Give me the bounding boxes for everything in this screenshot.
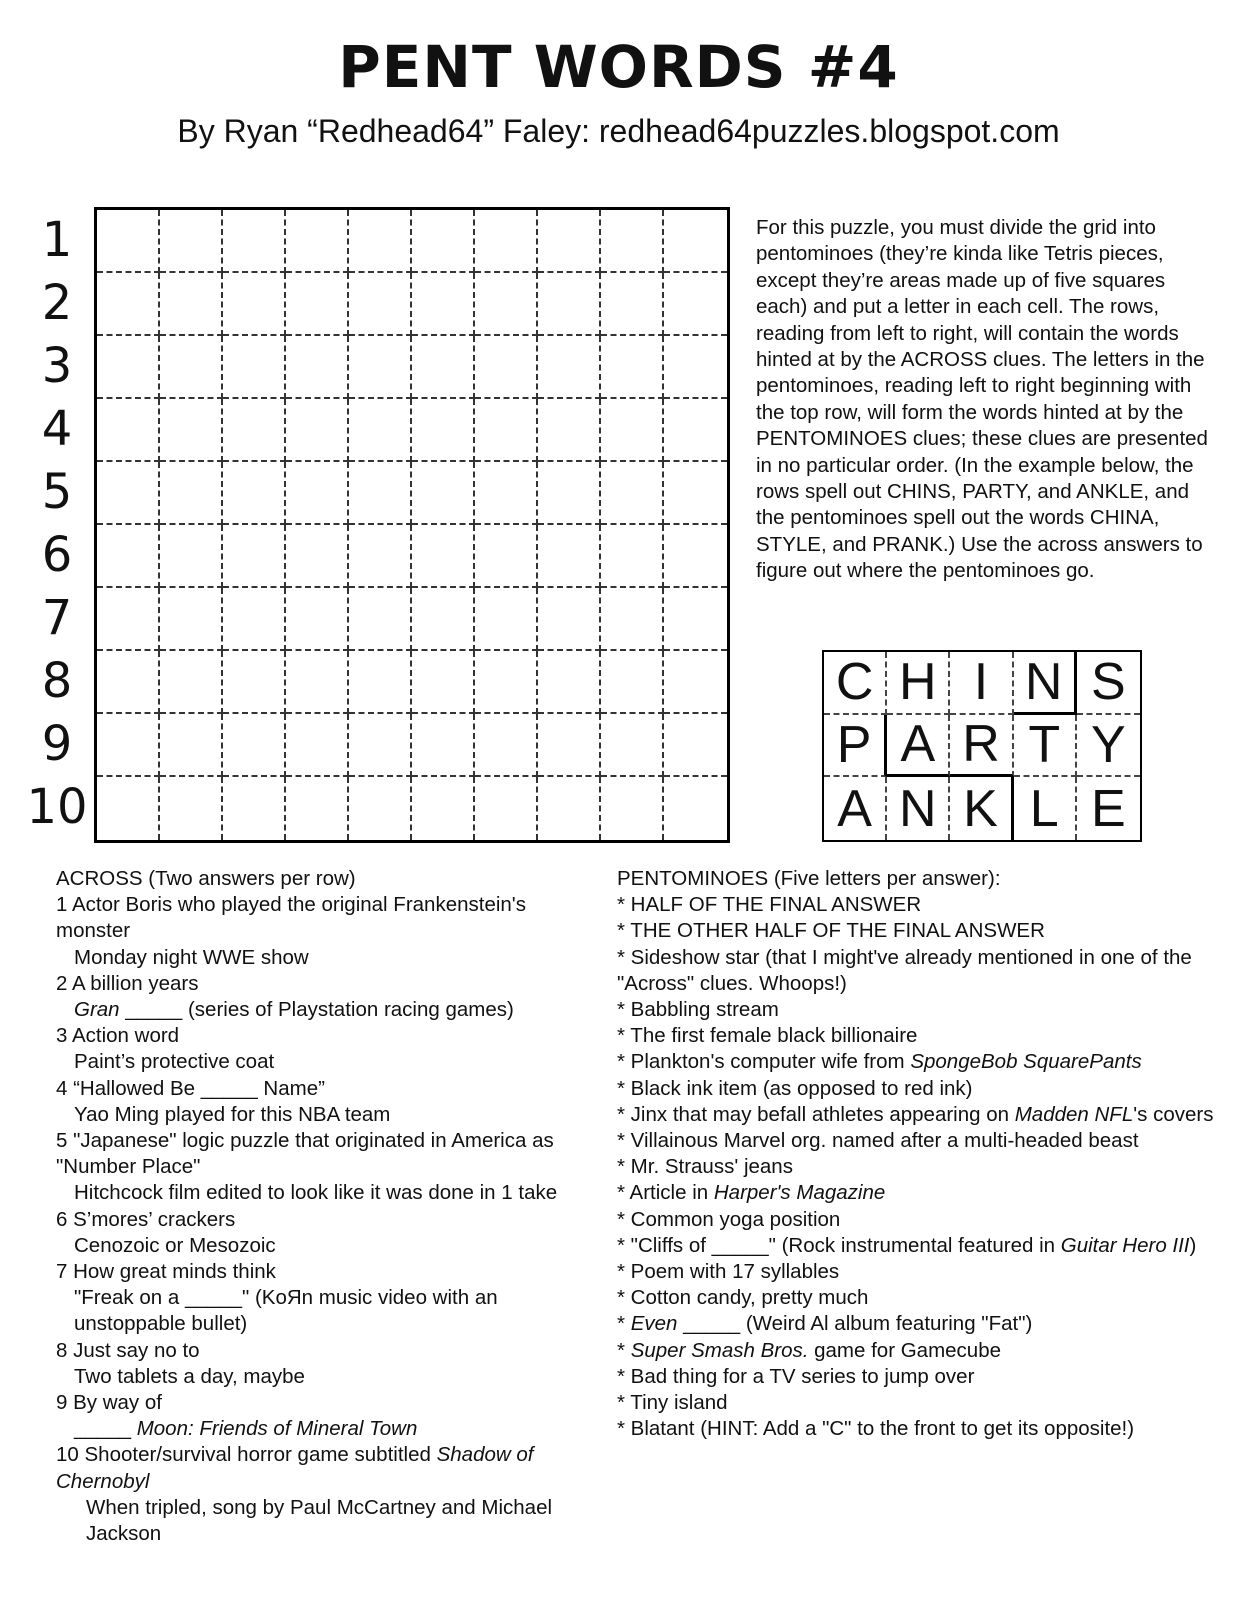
grid-cell[interactable]	[664, 651, 727, 714]
row-number: 10	[26, 779, 88, 835]
example-cell: N	[1014, 652, 1077, 715]
grid-cell[interactable]	[160, 525, 223, 588]
clue-italic: Shadow of Chernobyl	[56, 1443, 534, 1493]
grid-cell[interactable]	[286, 462, 349, 525]
grid-cell[interactable]	[223, 525, 286, 588]
example-grid	[822, 650, 1142, 842]
clue: * THE OTHER HALF OF THE FINAL ANSWER	[617, 919, 1045, 943]
grid-cell[interactable]	[412, 714, 475, 777]
grid-cell[interactable]	[538, 714, 601, 777]
clue: "Freak on a _____" (KoЯn music video with an unstoppable bullet)	[74, 1286, 498, 1336]
clue: * HALF OF THE FINAL ANSWER	[617, 893, 922, 917]
grid-cell[interactable]	[223, 336, 286, 399]
grid-cell[interactable]	[664, 714, 727, 777]
grid-cell[interactable]	[475, 714, 538, 777]
clue: 3 Action word	[56, 1024, 180, 1048]
clue	[617, 1311, 1217, 1337]
clue: 1 Actor Boris who played the original Frankenstein's monster	[56, 893, 526, 943]
example-cell: K	[950, 777, 1013, 840]
grid-cell[interactable]	[286, 525, 349, 588]
puzzle-grid	[94, 207, 730, 843]
grid-cell[interactable]	[97, 336, 160, 399]
clue: * Common yoga position	[617, 1207, 841, 1231]
grid-cell[interactable]	[475, 651, 538, 714]
grid-cell[interactable]	[223, 462, 286, 525]
clue-text: * Jinx that may befall athletes appearing on	[617, 1102, 1015, 1126]
clue	[617, 1233, 1217, 1259]
clue: 6 S’mores’ crackers	[56, 1207, 236, 1231]
grid-cell[interactable]	[538, 525, 601, 588]
row-number: 1	[41, 212, 73, 268]
grid-cell[interactable]	[97, 651, 160, 714]
clue-text: * Plankton's computer wife from	[617, 1050, 911, 1074]
clue: Two tablets a day, maybe	[74, 1364, 305, 1388]
grid-cell[interactable]	[664, 777, 727, 840]
clue-italic: Super Smash Bros.	[630, 1338, 809, 1362]
clue: * Cotton candy, pretty much	[617, 1286, 869, 1310]
row-number: 6	[41, 527, 73, 583]
clue: * Villainous Marvel org. named after a multi-headed beast	[617, 1129, 1139, 1153]
grid-cell[interactable]	[349, 651, 412, 714]
clue: 5 "Japanese" logic puzzle that originated in America as "Number Place"	[56, 1129, 554, 1179]
grid-cell[interactable]	[664, 525, 727, 588]
byline: By Ryan “Redhead64” Faley: redhead64puzzles.blogspot.com	[177, 113, 1060, 149]
grid-cell[interactable]	[601, 399, 664, 462]
grid-cell[interactable]	[538, 273, 601, 336]
grid-cell[interactable]	[97, 588, 160, 651]
grid-cell[interactable]	[160, 273, 223, 336]
clue-text: 10 Shooter/survival horror game subtitled	[56, 1443, 437, 1467]
example-cell: C	[824, 652, 887, 715]
grid-cell[interactable]	[538, 399, 601, 462]
clue-text: * Article in	[617, 1181, 714, 1205]
clue: * Blatant (HINT: Add a "C" to the front to get its opposite!)	[617, 1417, 1135, 1441]
clue-text: * "Cliffs of _____" (Rock instrumental featured in	[617, 1233, 1061, 1257]
grid-cell[interactable]	[475, 525, 538, 588]
grid-cell[interactable]	[475, 399, 538, 462]
clue-text: _____ (series of Playstation racing games)	[119, 998, 514, 1022]
example-cell: P	[824, 715, 887, 778]
grid-cell[interactable]	[412, 651, 475, 714]
clue: * The first female black billionaire	[617, 1024, 918, 1048]
grid-cell[interactable]	[223, 210, 286, 273]
grid-cell[interactable]	[160, 777, 223, 840]
example-cell: I	[950, 652, 1013, 715]
clue	[617, 1049, 1217, 1075]
grid-cell[interactable]	[160, 399, 223, 462]
clue-text: *	[617, 1338, 631, 1362]
grid-cell[interactable]	[286, 273, 349, 336]
clue-text: _____ (Weird Al album featuring "Fat")	[677, 1312, 1033, 1336]
clue: Monday night WWE show	[74, 945, 309, 969]
clue: * Babbling stream	[617, 998, 779, 1022]
clue: Cenozoic or Mesozoic	[74, 1233, 276, 1257]
grid-cell[interactable]	[538, 777, 601, 840]
example-cell: S	[1077, 652, 1140, 715]
instructions-text: For this puzzle, you must divide the grid into pentominoes (they’re kinda like Tetris pieces, except they’re areas made up of five squares each) and put a letter in each cell. The rows, reading from left to right, will contain the words hinted at by the ACROSS clues. The letters in the pentominoes, reading left to right beginning with the top row, will form the words hinted at by the PENTOMINOES clues; these clues are presented in no particular order. (In the example below, the rows spell out CHINS, PARTY, and ANKLE, and the pentominoes spell out the words CHINA, STYLE, and PRANK.) Use the across answers to figure out where the pentominoes go.	[756, 216, 1208, 583]
clue: 2 A billion years	[56, 971, 199, 995]
grid-cell[interactable]	[538, 588, 601, 651]
clue	[56, 1442, 596, 1494]
clue: When tripled, song by Paul McCartney and Michael Jackson	[86, 1495, 553, 1546]
grid-cell[interactable]	[160, 210, 223, 273]
grid-cell[interactable]	[286, 210, 349, 273]
row-number: 5	[41, 464, 73, 520]
grid-cell[interactable]	[160, 462, 223, 525]
grid-cell[interactable]	[601, 588, 664, 651]
example-cell: N	[887, 777, 950, 840]
grid-cell[interactable]	[601, 336, 664, 399]
grid-cell[interactable]	[664, 588, 727, 651]
grid-cell[interactable]	[97, 462, 160, 525]
clue: * Poem with 17 syllables	[617, 1260, 840, 1284]
example-cell: Y	[1077, 715, 1140, 778]
grid-cell[interactable]	[475, 273, 538, 336]
grid-cell[interactable]	[160, 336, 223, 399]
clue: * Black ink item (as opposed to red ink)	[617, 1076, 973, 1100]
grid-cell[interactable]	[412, 210, 475, 273]
clue-text: *	[617, 1312, 631, 1336]
grid-cell[interactable]	[475, 777, 538, 840]
grid-cell[interactable]	[664, 210, 727, 273]
clue: Yao Ming played for this NBA team	[74, 1102, 391, 1126]
grid-cell[interactable]	[475, 210, 538, 273]
clue-italic: Even	[630, 1312, 678, 1336]
grid-cell[interactable]	[223, 273, 286, 336]
grid-cell[interactable]	[160, 651, 223, 714]
grid-cell[interactable]	[349, 588, 412, 651]
grid-cell[interactable]	[349, 714, 412, 777]
grid-cell[interactable]	[349, 273, 412, 336]
grid-cell[interactable]	[538, 210, 601, 273]
row-number: 7	[41, 590, 73, 646]
row-number: 4	[41, 401, 73, 457]
grid-cell[interactable]	[286, 714, 349, 777]
clue	[617, 1338, 1217, 1364]
grid-cell[interactable]	[223, 714, 286, 777]
grid-cell[interactable]	[97, 273, 160, 336]
grid-cell[interactable]	[223, 777, 286, 840]
clue-italic: SpongeBob SquarePants	[910, 1050, 1142, 1074]
pentominoes-heading: PENTOMINOES (Five letters per answer):	[617, 867, 1001, 890]
grid-cell[interactable]	[601, 714, 664, 777]
grid-cell[interactable]	[97, 399, 160, 462]
grid-cell[interactable]	[538, 462, 601, 525]
example-cell: R	[950, 715, 1013, 778]
clue-text: )	[1189, 1233, 1197, 1257]
grid-cell[interactable]	[664, 462, 727, 525]
grid-cell[interactable]	[223, 588, 286, 651]
grid-cell[interactable]	[601, 777, 664, 840]
grid-cell[interactable]	[601, 462, 664, 525]
grid-cell[interactable]	[601, 651, 664, 714]
clue	[56, 997, 596, 1023]
grid-cell[interactable]	[601, 525, 664, 588]
grid-cell[interactable]	[475, 336, 538, 399]
grid-cell[interactable]	[97, 210, 160, 273]
clue: * Bad thing for a TV series to jump over	[617, 1364, 975, 1388]
grid-cell[interactable]	[349, 210, 412, 273]
grid-cell[interactable]	[475, 588, 538, 651]
row-number: 2	[41, 275, 73, 331]
example-cell: A	[824, 777, 887, 840]
page-title: PENT WORDS #4	[338, 33, 899, 101]
clue	[617, 1102, 1217, 1128]
grid-cell[interactable]	[286, 336, 349, 399]
clue-text: 's covers	[1133, 1102, 1214, 1126]
clue: * Mr. Strauss' jeans	[617, 1155, 793, 1179]
grid-cell[interactable]	[97, 714, 160, 777]
clue: Hitchcock film edited to look like it was done in 1 take	[74, 1181, 558, 1205]
example-cell: A	[887, 715, 950, 778]
grid-cell[interactable]	[412, 525, 475, 588]
clue: 9 By way of	[56, 1391, 162, 1415]
grid-cell[interactable]	[601, 210, 664, 273]
clue	[617, 1180, 1217, 1206]
clue-text: game for Gamecube	[808, 1338, 1002, 1362]
example-cell: E	[1091, 779, 1126, 838]
grid-cell[interactable]	[349, 399, 412, 462]
example-cell: T	[1014, 715, 1077, 778]
grid-cell[interactable]	[349, 462, 412, 525]
clue: 8 Just say no to	[56, 1338, 200, 1362]
example-cell: H	[887, 652, 950, 715]
grid-cell[interactable]	[286, 399, 349, 462]
grid-cell[interactable]	[412, 336, 475, 399]
grid-cell[interactable]	[664, 336, 727, 399]
grid-cell[interactable]	[412, 777, 475, 840]
grid-cell[interactable]	[160, 588, 223, 651]
grid-cell[interactable]	[349, 336, 412, 399]
grid-cell[interactable]	[664, 273, 727, 336]
grid-cell[interactable]	[538, 336, 601, 399]
grid-cell[interactable]	[349, 525, 412, 588]
clue-text: _____	[74, 1417, 137, 1441]
grid-cell[interactable]	[223, 651, 286, 714]
clue: 7 How great minds think	[56, 1260, 276, 1284]
grid-cell[interactable]	[412, 588, 475, 651]
clue-italic: Moon: Friends of Mineral Town	[136, 1417, 418, 1441]
grid-cell[interactable]	[475, 462, 538, 525]
across-heading: ACROSS (Two answers per row)	[56, 867, 356, 890]
across-clues	[56, 866, 596, 1547]
row-number: 8	[41, 653, 73, 709]
grid-cell[interactable]	[97, 525, 160, 588]
grid-cell[interactable]	[412, 273, 475, 336]
clue-italic: Guitar Hero III	[1060, 1233, 1190, 1257]
example-cell: L	[1014, 777, 1077, 840]
clue	[56, 1416, 596, 1442]
grid-cell[interactable]	[349, 777, 412, 840]
grid-cell[interactable]	[223, 399, 286, 462]
grid-cell[interactable]	[664, 399, 727, 462]
grid-cell[interactable]	[286, 588, 349, 651]
clue: Paint’s protective coat	[74, 1050, 275, 1074]
grid-cell[interactable]	[286, 651, 349, 714]
clue: * Sideshow star (that I might've already mentioned in one of the "Across" clues. Whoops!)	[617, 945, 1192, 995]
grid-cell[interactable]	[601, 273, 664, 336]
pentomino-clues	[617, 866, 1217, 1442]
grid-cell[interactable]	[412, 462, 475, 525]
clue-italic: Harper's Magazine	[713, 1181, 886, 1205]
row-number: 3	[41, 338, 73, 394]
grid-cell[interactable]	[538, 651, 601, 714]
clue-italic: Madden NFL	[1014, 1102, 1134, 1126]
grid-cell[interactable]	[286, 777, 349, 840]
row-number: 9	[41, 716, 73, 772]
clue: * Tiny island	[617, 1391, 728, 1415]
grid-cell[interactable]	[160, 714, 223, 777]
grid-cell[interactable]	[97, 777, 160, 840]
clue-italic: Gran	[74, 998, 120, 1022]
grid-cell[interactable]	[412, 399, 475, 462]
clue: 4 “Hallowed Be _____ Name”	[56, 1076, 325, 1100]
